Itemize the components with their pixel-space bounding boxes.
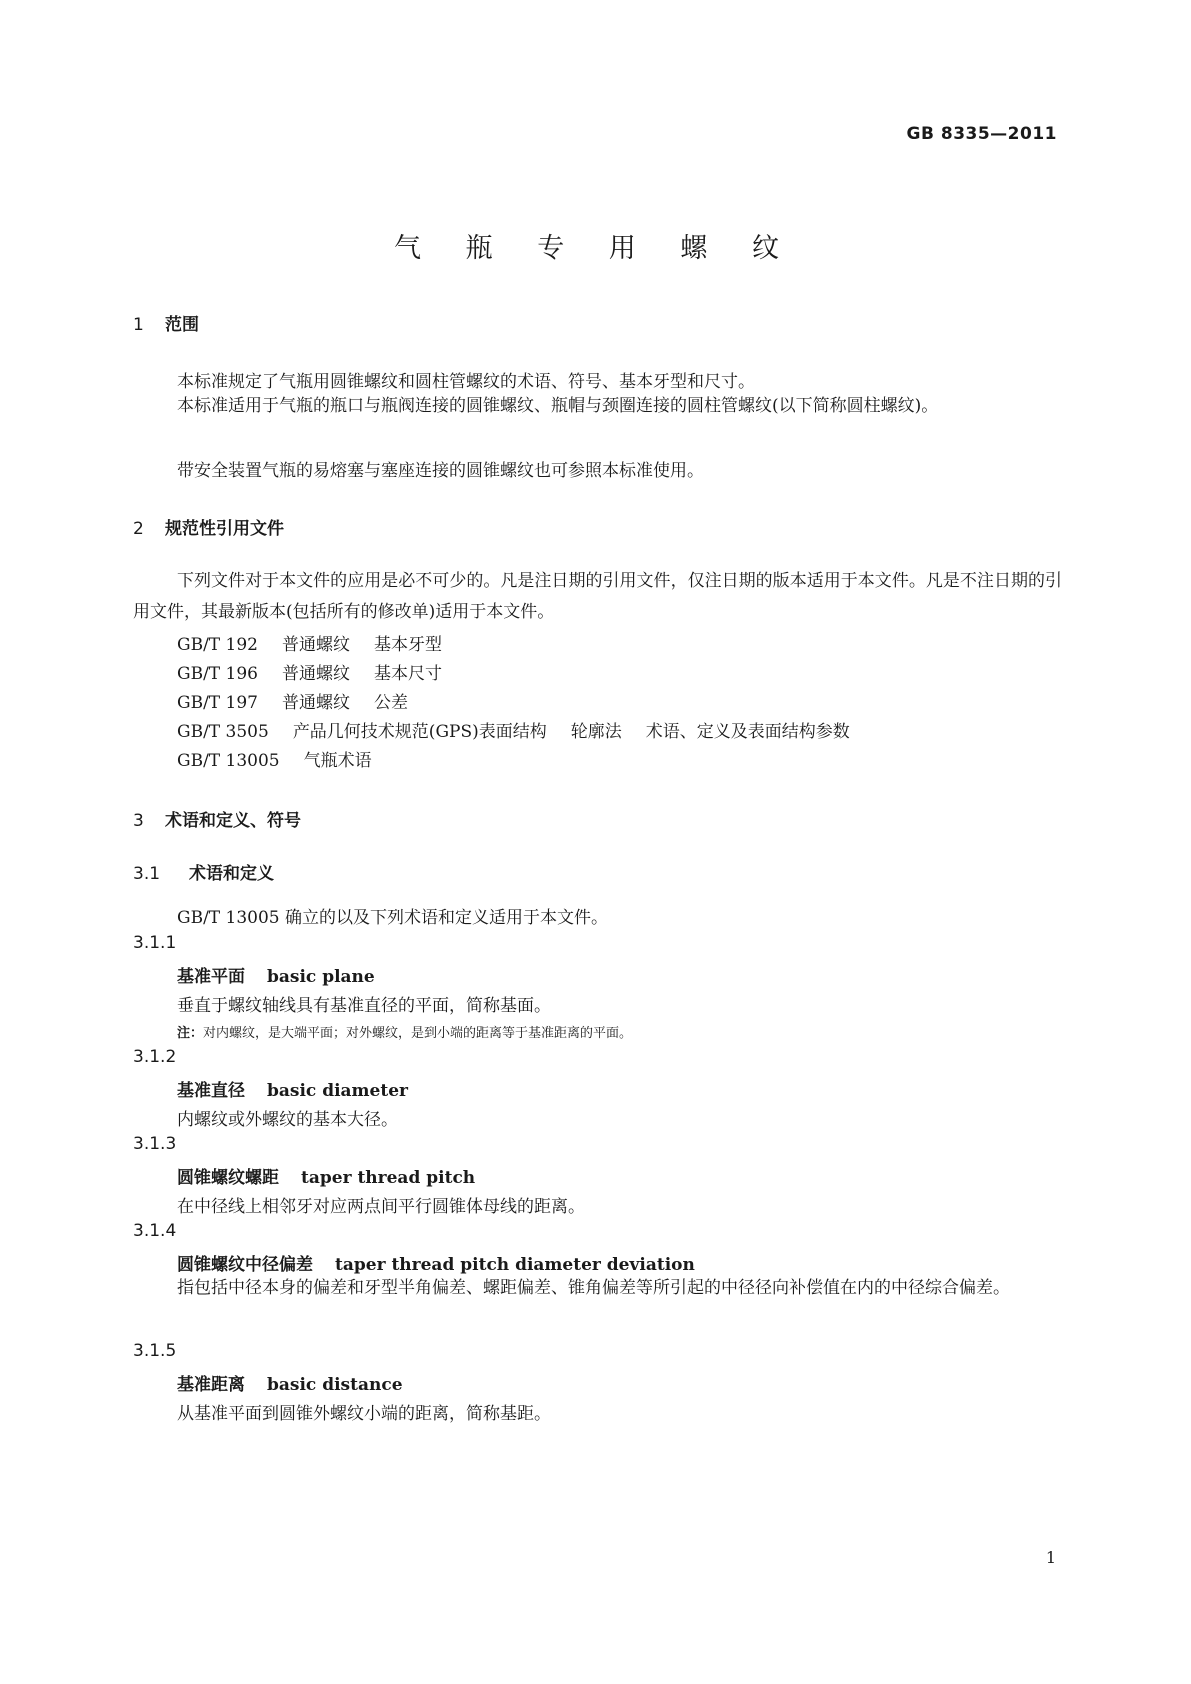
reference-item	[177, 746, 396, 771]
term-heading	[177, 1250, 695, 1275]
reference-item	[177, 717, 874, 742]
reference-item	[177, 630, 466, 655]
reference-code: GB/T 192	[177, 635, 258, 655]
reference-part: 普通螺纹	[282, 635, 350, 655]
reference-part: 轮廓法	[570, 722, 622, 742]
section-1-heading	[133, 310, 199, 335]
reference-part: 产品几何技术规范(GPS)表面结构	[292, 722, 547, 742]
term-chinese: 圆锥螺纹中径偏差	[177, 1255, 313, 1275]
reference-part: 基本牙型	[374, 635, 442, 655]
term-english: basic plane	[267, 967, 375, 987]
note-label: 注：	[177, 1026, 204, 1041]
term-chinese: 基准平面	[177, 967, 245, 987]
term-definition: 从基准平面到圆锥外螺纹小端的距离，简称基距。	[177, 1404, 551, 1424]
section-1-title: 范围	[165, 315, 199, 335]
reference-item	[177, 688, 432, 713]
term-english: basic diameter	[267, 1081, 408, 1101]
term-english: taper thread pitch diameter deviation	[335, 1255, 695, 1275]
term-number: 3.1.5	[133, 1341, 177, 1361]
term-number: 3.1.1	[133, 933, 177, 953]
term-heading	[177, 1163, 475, 1188]
reference-part: 术语、定义及表面结构参数	[645, 722, 850, 742]
reference-part: 普通螺纹	[282, 664, 350, 684]
section-3-1-heading	[133, 859, 274, 884]
section-2-title: 规范性引用文件	[165, 519, 284, 539]
reference-code: GB/T 3505	[177, 722, 269, 742]
section-3-title: 术语和定义、符号	[165, 811, 301, 831]
term-definition: 内螺纹或外螺纹的基本大径。	[177, 1110, 398, 1130]
section-3-number: 3	[133, 811, 144, 831]
section-2-intro: 下列文件对于本文件的应用是必不可少的。凡是注日期的引用文件，仅注日期的版本适用于本文件。凡是不注日期的引用文件，其最新版本(包括所有的修改单)适用于本文件。	[133, 571, 1062, 622]
term-chinese: 基准距离	[177, 1375, 245, 1395]
reference-code: GB/T 13005	[177, 751, 280, 771]
section-3-1-number: 3.1	[133, 864, 161, 884]
term-heading	[177, 1076, 408, 1101]
term-number: 3.1.2	[133, 1047, 177, 1067]
term-note	[177, 1022, 632, 1041]
term-chinese: 基准直径	[177, 1081, 245, 1101]
section-2-heading	[133, 514, 284, 539]
section-1-paragraph-1: 本标准规定了气瓶用圆锥螺纹和圆柱管螺纹的术语、符号、基本牙型和尺寸。	[177, 372, 755, 392]
term-chinese: 圆锥螺纹螺距	[177, 1168, 279, 1188]
reference-item	[177, 659, 466, 684]
document-title: 气 瓶 专 用 螺 纹	[394, 233, 797, 264]
reference-code: GB/T 197	[177, 693, 258, 713]
section-2-number: 2	[133, 519, 144, 539]
reference-code: GB/T 196	[177, 664, 258, 684]
term-definition: 垂直于螺纹轴线具有基准直径的平面，简称基面。	[177, 996, 551, 1016]
reference-part: 气瓶术语	[303, 751, 372, 771]
section-3-1-intro: GB/T 13005 确立的以及下列术语和定义适用于本文件。	[177, 908, 609, 928]
term-number: 3.1.3	[133, 1134, 177, 1154]
term-english: basic distance	[267, 1375, 403, 1395]
term-definition: 指包括中径本身的偏差和牙型半角偏差、螺距偏差、锥角偏差等所引起的中径径向补偿值在内的中径综合偏差。	[177, 1278, 1010, 1298]
term-definition: 在中径线上相邻牙对应两点间平行圆锥体母线的距离。	[177, 1197, 585, 1217]
section-3-1-title: 术语和定义	[189, 864, 274, 884]
term-number: 3.1.4	[133, 1221, 177, 1241]
section-3-heading	[133, 806, 301, 831]
page-number: 1	[1045, 1548, 1056, 1567]
section-1-paragraph-2: 本标准适用于气瓶的瓶口与瓶阀连接的圆锥螺纹、瓶帽与颈圈连接的圆柱管螺纹(以下简称圆柱螺纹)。	[177, 396, 939, 416]
section-1-paragraph-3: 带安全装置气瓶的易熔塞与塞座连接的圆锥螺纹也可参照本标准使用。	[177, 461, 704, 481]
term-heading	[177, 1370, 403, 1395]
term-heading	[177, 962, 375, 987]
reference-part: 公差	[374, 693, 408, 713]
standard-number: GB 8335—2011	[906, 124, 1057, 144]
note-text: 对内螺纹，是大端平面；对外螺纹，是到小端的距离等于基准距离的平面。	[203, 1026, 633, 1041]
reference-part: 普通螺纹	[282, 693, 350, 713]
term-english: taper thread pitch	[301, 1168, 476, 1188]
reference-part: 基本尺寸	[374, 664, 442, 684]
section-1-number: 1	[133, 315, 144, 335]
